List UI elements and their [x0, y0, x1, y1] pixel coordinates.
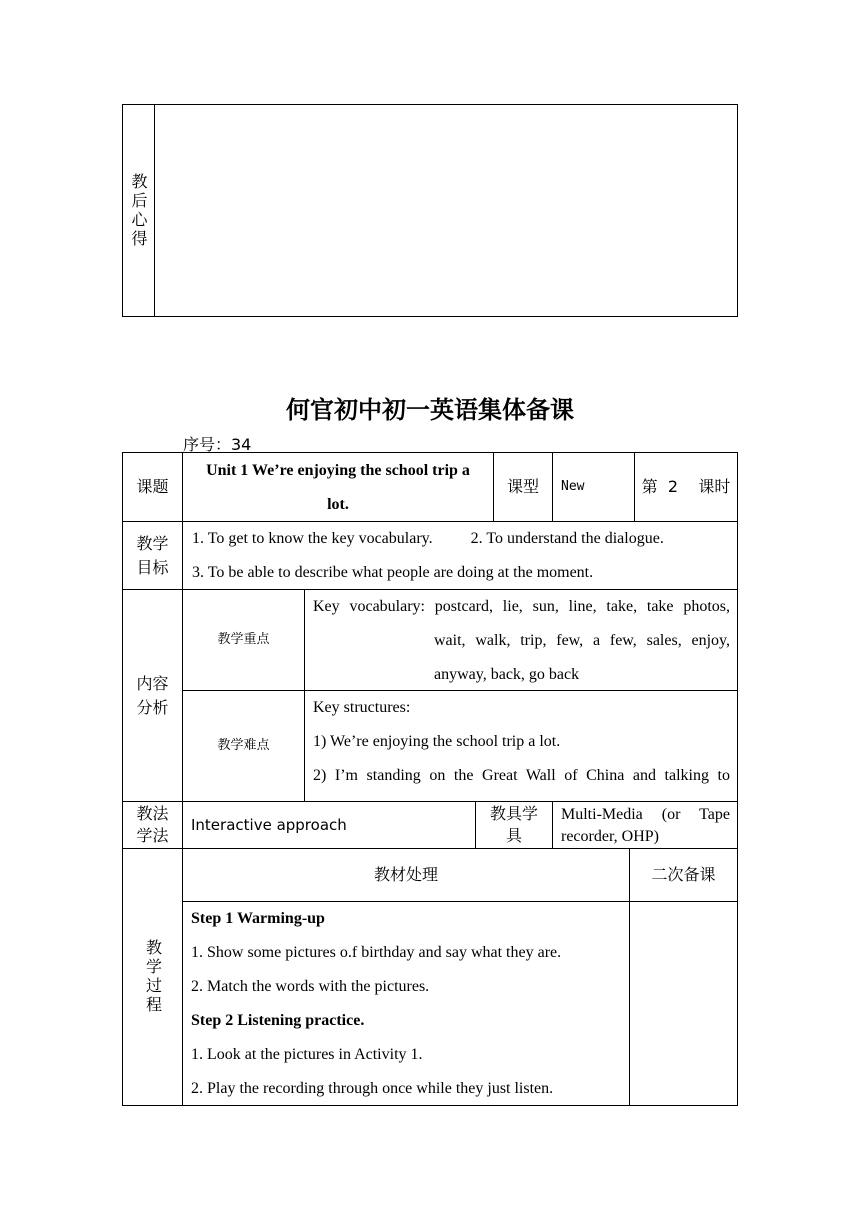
- step1-item-2: 2. Match the words with the pictures.: [191, 978, 430, 995]
- type-label: 课型: [506, 477, 539, 496]
- serial-number: 序号：34: [183, 435, 252, 454]
- analysis-label-line-1: 内容: [136, 673, 169, 693]
- key-points-line-2: wait, walk, trip, few, a few, sales, enjoy,: [434, 632, 730, 649]
- reflection-box: [122, 104, 738, 317]
- type-value-cell: [552, 452, 635, 522]
- difficult-points-value-cell: [304, 690, 738, 802]
- goal-1: 1. To get to know the key vocabulary.: [192, 530, 433, 547]
- material-header: 教材处理: [373, 865, 438, 884]
- difficult-points-label: 教学难点: [217, 738, 270, 753]
- process-label: 教学过程: [143, 939, 163, 1015]
- reflection-label: 教后心得: [129, 172, 148, 249]
- goals-label-cell: [122, 521, 183, 590]
- step2-title: Step 2 Listening practice.: [191, 1012, 365, 1029]
- method-label-cell: [122, 801, 183, 849]
- period-cell: [634, 452, 738, 522]
- aids-label-line-1: 教具学: [489, 804, 538, 823]
- step1-title: Step 1 Warming-up: [191, 910, 325, 927]
- key-points-label: 教学重点: [217, 632, 270, 647]
- type-value: New: [561, 479, 585, 494]
- analysis-label-line-2: 分析: [136, 697, 169, 717]
- method-label-line-1: 教法: [136, 804, 169, 823]
- key-points-value-cell: [304, 589, 738, 691]
- aids-value-line-1: Multi-Media (or Tape: [561, 806, 730, 823]
- step2-item-2: 2. Play the recording through once while they just listen.: [191, 1080, 554, 1097]
- method-value-cell: [182, 801, 476, 849]
- topic-label-cell: [122, 452, 183, 522]
- difficult-line-2: 1) We’re enjoying the school trip a lot.: [313, 733, 561, 750]
- analysis-label-cell: [122, 589, 183, 802]
- process-label-cell: [122, 848, 183, 1106]
- method-value: Interactive approach: [191, 816, 347, 834]
- aids-value-line-2: recorder, OHP): [561, 828, 659, 845]
- reflection-label-cell: [123, 105, 155, 316]
- step2-item-1: 1. Look at the pictures in Activity 1.: [191, 1046, 423, 1063]
- key-points-label-cell: [182, 589, 305, 691]
- goals-value-cell: [182, 521, 738, 590]
- material-content-cell: [182, 901, 630, 1106]
- step1-item-1: 1. Show some pictures o.f birthday and say what they are.: [191, 944, 562, 961]
- second-prep-header-cell: [629, 848, 738, 902]
- second-prep-content-cell: [629, 901, 738, 1106]
- aids-label-cell: [475, 801, 553, 849]
- page-title: 何官初中初一英语集体备课: [286, 396, 574, 424]
- difficult-line-3: 2) I’m standing on the Great Wall of China and talking to: [313, 767, 730, 784]
- topic-line-2: lot.: [327, 496, 349, 513]
- type-label-cell: [493, 452, 553, 522]
- key-points-line-3: anyway, back, go back: [434, 666, 580, 683]
- topic-line-1: Unit 1 We’re enjoying the school trip a: [206, 462, 470, 479]
- goals-label-line-1: 教学: [136, 533, 169, 553]
- difficult-points-label-cell: [182, 690, 305, 802]
- difficult-line-1: Key structures:: [313, 699, 411, 716]
- aids-label-line-2: 具: [505, 826, 522, 845]
- goals-label-line-2: 目标: [136, 557, 169, 577]
- key-points-line-1: Key vocabulary: postcard, lie, sun, line, take, take photos,: [313, 598, 730, 615]
- material-header-cell: [182, 848, 630, 902]
- period-value: 第 2 课时: [641, 477, 731, 496]
- aids-value-cell: [552, 801, 738, 849]
- goal-2: 2. To understand the dialogue.: [470, 530, 664, 547]
- method-label-line-2: 学法: [136, 826, 169, 845]
- goal-3: 3. To be able to describe what people are doing at the moment.: [192, 564, 594, 581]
- topic-value-cell: [182, 452, 494, 522]
- topic-label: 课题: [136, 477, 169, 496]
- second-prep-header: 二次备课: [651, 865, 716, 884]
